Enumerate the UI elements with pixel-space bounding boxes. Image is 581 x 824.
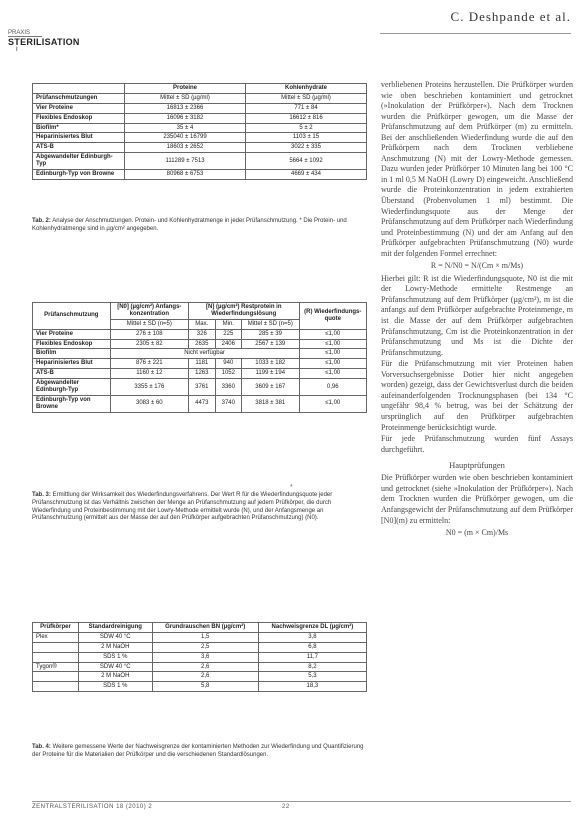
table-cell: 0,96 xyxy=(299,379,366,396)
table-cell: 3,8 xyxy=(258,632,366,642)
table-cell: 876 ± 221 xyxy=(110,359,188,369)
table-cell: 2305 ± 82 xyxy=(110,339,188,349)
table-cell: SDW 40 °C xyxy=(78,662,152,672)
table-header-row xyxy=(33,623,367,633)
table-cell: ≤1,00 xyxy=(299,359,366,369)
table-recovery-efficiency xyxy=(32,302,367,413)
table-cell: 11,7 xyxy=(258,652,366,662)
table-cell: 35 ± 4 xyxy=(125,123,246,133)
table-cell: 5 ± 2 xyxy=(246,123,367,133)
table-cell: 3360 xyxy=(215,379,242,396)
table-cell: 3022 ± 335 xyxy=(246,143,367,153)
table-row xyxy=(33,662,367,672)
table-header-cell: [N0] (µg/cm²) Anfangs-konzentration xyxy=(110,303,188,320)
table-cell: 1263 xyxy=(189,369,216,379)
table-cell: ≤1,00 xyxy=(299,369,366,379)
table-header-cell: Standardreinigung xyxy=(78,623,152,633)
table-header-cell: (R) Wiederfindungs-quote xyxy=(299,303,366,330)
table-cell: SDW 40 °C xyxy=(78,632,152,642)
table-cell: ≤1,00 xyxy=(299,395,366,412)
table-row xyxy=(33,652,367,662)
table-cell: SDS 1 % xyxy=(78,652,152,662)
table-cell: ≤1,00 xyxy=(299,339,366,349)
table-cell: ATS-B xyxy=(33,369,111,379)
table-row xyxy=(33,170,367,180)
caption-label: Tab. 3: xyxy=(32,492,51,498)
table-row xyxy=(33,329,367,339)
table-cell: 235040 ± 16799 xyxy=(125,133,246,143)
subsection-heading: Hauptprüfungen xyxy=(449,460,505,471)
table-analysis-soils xyxy=(32,83,367,180)
table-cell: 5,3 xyxy=(258,672,366,682)
table-cell: Vier Proteine xyxy=(33,329,111,339)
table-cell: Mittel ± SD (µg/ml) xyxy=(246,93,367,103)
table-cell: 285 ± 39 xyxy=(242,329,299,339)
table-cell: Plex xyxy=(33,632,79,642)
caption-label: Tab. 2: xyxy=(32,218,51,224)
table-header-cell: Proteine xyxy=(125,84,246,94)
table-cell: 2,5 xyxy=(152,642,258,652)
table-subheader-cell: Max. xyxy=(189,319,216,329)
table-cell: 3355 ± 176 xyxy=(110,379,188,396)
table-cell: 3,6 xyxy=(152,652,258,662)
table-row xyxy=(33,359,367,369)
table-cell: 3740 xyxy=(215,395,242,412)
section-label xyxy=(8,30,78,53)
table-row xyxy=(33,103,367,113)
table-cell: 5664 ± 1092 xyxy=(246,153,367,170)
table-cell: 16096 ± 3182 xyxy=(125,113,246,123)
table-cell: 1199 ± 194 xyxy=(242,369,299,379)
table-cell: 6,8 xyxy=(258,642,366,652)
table-row xyxy=(33,93,367,103)
table-cell: 1,5 xyxy=(152,632,258,642)
table-cell: Heparinisiertes Blut xyxy=(33,359,111,369)
body-paragraph: Für jede Prüfanschmutzung wurden fünf Assays durchgeführt. xyxy=(381,434,573,454)
caption-text: Analyse der Anschmutzungen. Protein- und Kohlenhydratmenge in jeder Prüfanschmutzung. * Die Protein- und Kohlenhydratmenge sind in µg/cm² angegeben. xyxy=(32,218,347,232)
table-cell: 111289 ± 7513 xyxy=(125,153,246,170)
table-row xyxy=(33,672,367,682)
table-cell: Mittel ± SD (µg/ml) xyxy=(125,93,246,103)
table-row xyxy=(33,369,367,379)
table-cell: 18,3 xyxy=(258,682,366,692)
table-row xyxy=(33,682,367,692)
table-cell xyxy=(33,652,79,662)
table-cell: 4669 ± 434 xyxy=(246,170,367,180)
table-row xyxy=(33,123,367,133)
body-paragraph: Für die Prüfanschmutzung mit vier Proteinen haben Vorversuchsergebnisse Dotier hier nicht angegeben worden) gezeigt, dass der Gewichtsverlust durch die beiden aufeinanderfolgenden Trocknungsphasen (bei 134 °C ungefähr 98,4 % betrug, was bei der Schätzung der ursprünglich auf den Prüfkörper aufgebrachten Proteinmenge berücksichtigt wurde. xyxy=(381,359,573,432)
table-header-cell: Kohlenhydrate xyxy=(246,84,367,94)
table-cell: SDS 1 % xyxy=(78,682,152,692)
table-cell: 2 M NaOH xyxy=(78,672,152,682)
table-cell: Edinburgh-Typ von Browne xyxy=(33,395,111,412)
caption-label: Tab. 4: xyxy=(32,744,51,750)
table-row xyxy=(33,632,367,642)
body-paragraph: Die Prüfkörper wurden wie oben beschrieben kontaminiert und getrocknet (siehe »Inokulation der Prüfkörper«). Nach dem Trocknen wurden die Prüfkörper gewogen, um die Anfangsgewicht der Prüfanschmutzung auf dem Prüfkörper [N0](m) zu ermitteln: xyxy=(381,473,573,525)
table-subheader-cell: Mittel ± SD (n=5) xyxy=(242,319,299,329)
table-cell: 4473 xyxy=(189,395,216,412)
caption-text: Weitere gemessene Werte der Nachweisgrenze der kontaminierten Methoden zur Wiederfindung und Quantifizierung der Proteine für die Materialien der Prüfkörper und die verschiedenen Standardlösungen. xyxy=(32,744,364,758)
table-cell: 771 ± 84 xyxy=(246,103,367,113)
table-row xyxy=(33,339,367,349)
table-cell: 3609 ± 167 xyxy=(242,379,299,396)
footer-journal: ZENTRALSTERILISATION 18 (2010) 2 xyxy=(32,804,153,810)
table-cell: Tygon® xyxy=(33,662,79,672)
table-row xyxy=(33,642,367,652)
table-cell: Prüfanschmutzungen xyxy=(33,93,125,103)
table-cell: Biofilm* xyxy=(33,123,125,133)
table-cell: 3761 xyxy=(189,379,216,396)
table-cell: 276 ± 108 xyxy=(110,329,188,339)
table-cell: Biofilm xyxy=(33,349,111,359)
body-paragraph: verbliebenen Proteins herzustellen. Die Prüfkörper wurden wie oben beschrieben kontaminiert und getrocknet (»Inokulation der Prüfkörper«). Nach dem Trocknen wurden die Prüfkörper gewogen, um die Masse der Prüfanschmutzung auf dem Prüfkörper (m) zu ermitteln. Bei der anschließenden Wiederfindung wurde die auf den Prüfkörpern nach dem Trocknen verbliebene Anschmutzung (N) mit der Lowry-Methode gemessen. Dazu wurden jeder Prüfkörper 10 Minuten lang bei 100 °C in 1 ml 0,5 M NaOH (Lowry D) eingeweicht. Anschließend wurde die Proteinkonzentration in jedem extrahierten Überstand (Probenvolumen 1 ml) bestimmt. Die Wiederfindungsquote aus der Menge der Prüfanschmutzung auf dem Prüfkörper nach Wiederfindung und Proteinbestimmung (N) und der am Anfang auf den Prüfkörper aufgebrachten Prüfanschmutzung (N0) wurde mit der folgenden Formel errechnet: xyxy=(381,80,573,258)
table-row xyxy=(33,379,367,396)
table-cell: 225 xyxy=(215,329,242,339)
table-cell: ATS-B xyxy=(33,143,125,153)
table-cell: Flexibles Endoskop xyxy=(33,339,111,349)
table-cell: ≤1,00 xyxy=(299,329,366,339)
table-detection-limits xyxy=(32,622,367,692)
table-cell: 940 xyxy=(215,359,242,369)
table-cell xyxy=(33,672,79,682)
table-cell: 2,6 xyxy=(152,662,258,672)
formula: N0 = (m × Cm)/Ms xyxy=(445,528,509,538)
table-caption xyxy=(32,492,367,523)
table-cell: 18603 ± 2652 xyxy=(125,143,246,153)
table-cell xyxy=(33,642,79,652)
table-header-cell xyxy=(33,84,125,94)
table-cell: 8,2 xyxy=(258,662,366,672)
table-header-cell: [N] (µg/cm²) Restprotein in Wiederfindungslösung xyxy=(189,303,299,320)
table-cell: Edinburgh-Typ von Browne xyxy=(33,170,125,180)
table-cell: Nicht verfügbar xyxy=(110,349,299,359)
table-cell: 80968 ± 6753 xyxy=(125,170,246,180)
table-cell: 2,6 xyxy=(152,672,258,682)
table-cell: 1160 ± 12 xyxy=(110,369,188,379)
table-cell: Heparinisiertes Blut xyxy=(33,133,125,143)
table-row xyxy=(33,395,367,412)
page-number: 22 xyxy=(282,804,290,810)
table-header-cell: Grundrauschen BN (µg/cm²) xyxy=(152,623,258,633)
caption-text: Ermittlung der Wirksamkeit des Wiederfindungsverfahrens. Der Wert R für die Wiederfindungsquote jeder Prüfanschmutzung ist das Verhältnis zwischen der Menge an Prüfanschmutzung auf jedem Prüfkörper, die durch Wiederfindung und Proteinbestimmung mit der Lowry-Methode ermittelt wurde (N), und der Anfangsmenge an Prüfanschmutzung (ermittelt aus der Masse der auf den Prüfkörper aufgebrachten Prüfanschmutzung) (N0). xyxy=(32,492,333,522)
table-row xyxy=(33,143,367,153)
table-cell: 2635 xyxy=(189,339,216,349)
table-cell: Flexibles Endoskop xyxy=(33,113,125,123)
table-header-cell: Prüfkörper xyxy=(33,623,79,633)
table-subheader-cell: Min. xyxy=(215,319,242,329)
table-caption xyxy=(32,744,367,760)
table-caption xyxy=(32,218,367,234)
table-row xyxy=(33,133,367,143)
table-cell: Abgewandelter Edinburgh-Typ xyxy=(33,153,125,170)
table-cell: 2567 ± 139 xyxy=(242,339,299,349)
table-cell: 3818 ± 381 xyxy=(242,395,299,412)
table-header-row xyxy=(33,84,367,94)
table-cell: 5,8 xyxy=(152,682,258,692)
table-row xyxy=(33,349,367,359)
body-text-column xyxy=(381,80,573,541)
stray-mark: * xyxy=(290,484,293,491)
table-subheader-cell: Mittel ± SD (n=5) xyxy=(110,319,188,329)
running-header-author: C. Deshpande et al. xyxy=(450,9,571,24)
table-cell: 2 M NaOH xyxy=(78,642,152,652)
table-cell: 1181 xyxy=(189,359,216,369)
table-cell: ≤1,00 xyxy=(299,349,366,359)
table-row xyxy=(33,153,367,170)
table-cell: 1052 xyxy=(215,369,242,379)
table-header-cell: Nachweisgrenze DL (µg/cm²) xyxy=(258,623,366,633)
table-header-cell: Prüfanschmutzung xyxy=(33,303,111,330)
table-header-row xyxy=(33,303,367,320)
table-cell: 16612 ± 816 xyxy=(246,113,367,123)
section-label-main: STERILISATION xyxy=(8,37,80,47)
table-row xyxy=(33,113,367,123)
top-rule xyxy=(380,33,571,34)
section-label-top: PRAXIS xyxy=(8,30,42,37)
body-paragraph: Hierbei gilt: R ist die Wiederfindungsquote, N0 ist die mit der Lowry-Methode ermittelte Restmenge an Prüfanschmutzung auf dem Prüfkörper (µg/cm²), m ist die anfangs auf dem Prüfkörper aufgebrachte Proteinmenge, m ist die Masse der auf dem Prüfkörper aufgebrachten Prüfanschmutzung, Cm ist die Proteinkonzentration in der Prüfanschmutzung und Ms ist die Dichte der Prüfanschmutzung. xyxy=(381,273,573,357)
table-cell: 1103 ± 15 xyxy=(246,133,367,143)
table-cell: Abgewandelter Edinburgh-Typ xyxy=(33,379,111,396)
formula: R = N/N0 = N/(Cm × m/Ms) xyxy=(430,261,524,271)
table-cell: Vier Proteine xyxy=(33,103,125,113)
table-cell xyxy=(33,682,79,692)
page-footer xyxy=(32,801,571,810)
section-label-sub: I xyxy=(16,47,18,53)
table-cell: 2406 xyxy=(215,339,242,349)
table-cell: 1033 ± 182 xyxy=(242,359,299,369)
table-cell: 3083 ± 60 xyxy=(110,395,188,412)
table-cell: 326 xyxy=(189,329,216,339)
table-cell: 16813 ± 2366 xyxy=(125,103,246,113)
